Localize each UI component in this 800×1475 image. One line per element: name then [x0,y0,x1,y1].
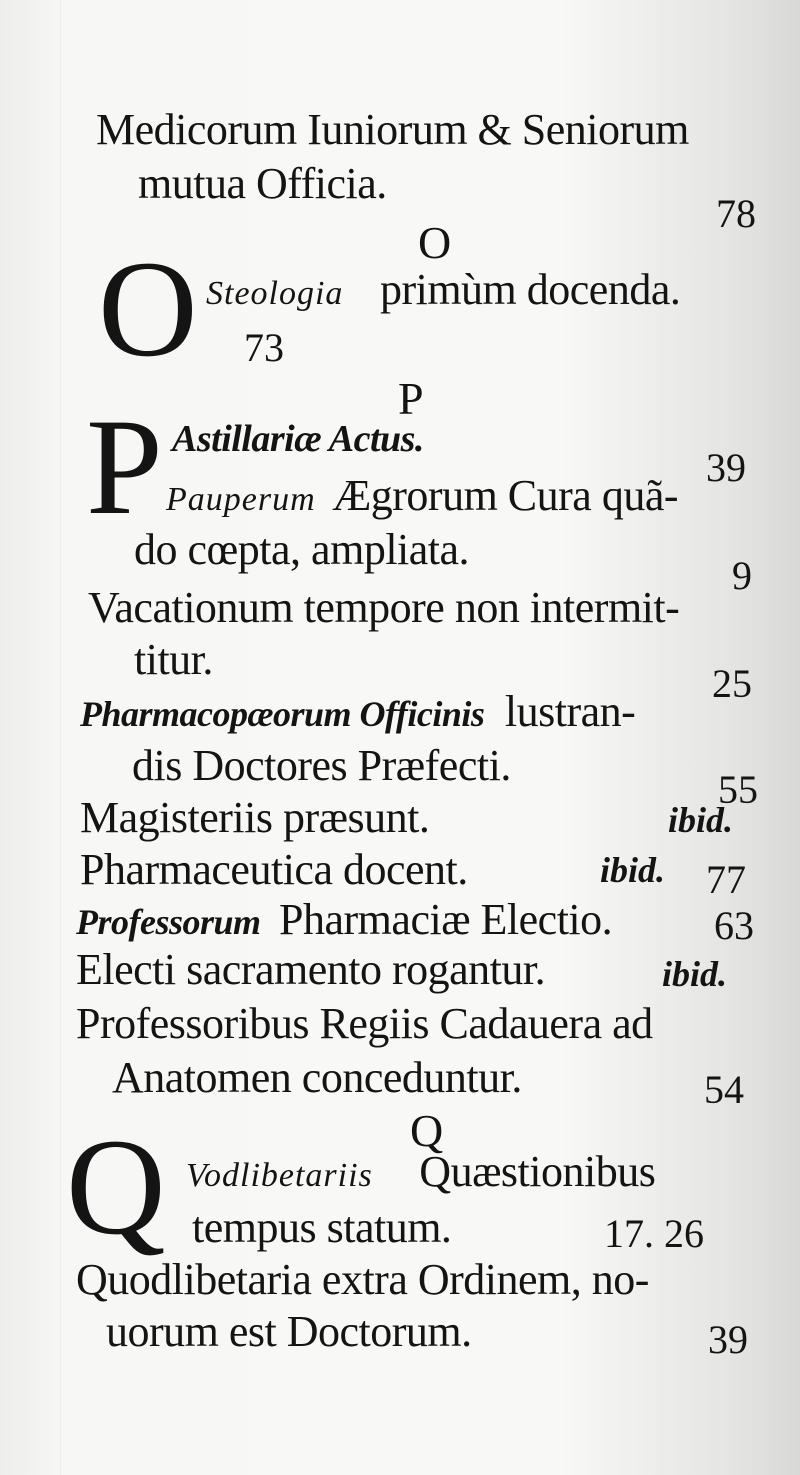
page-number: 39 [706,445,746,490]
drop-cap-o: O [98,232,198,385]
entry-professorum-italic: Professorum [76,902,261,942]
entry-pharmacopaeorum-line2: dis Doctores Præfecti. [132,741,511,790]
entry-vacationum-line1: Vacationum tempore non intermit- [88,583,680,632]
entry-pharmacopaeorum-italic: Pharmacopæorum Officinis [80,694,485,734]
page-number: 39 [708,1317,748,1362]
page-number: 55 [718,767,758,812]
entry-quodlibetaria-line2: uorum est Doctorum. [106,1307,472,1356]
entry-pauperum-rest: Ægrorum Cura quã- [332,471,679,520]
page-number: 63 [714,903,754,948]
entry-professoribus-line1: Professoribus Regiis Cadauera ad [76,999,653,1048]
entry-pharmacopaeorum-rest: lustran- [504,687,636,736]
entry-osteologia-italic: Steologia [206,275,344,312]
gutter-shadow [60,0,61,1475]
entry-professorum-rest: Pharmaciæ Electio. [279,895,613,944]
page-number: 9 [732,553,752,598]
entry-pauperum-italic: Pauperum [166,481,316,518]
page-number: 73 [244,325,284,370]
entry-osteologia-rest: primùm docenda. [379,265,681,314]
entry-quodlibetariis-italic: Vodlibetariis [186,1157,373,1194]
entry-medicorum-line1: Medicorum Iuniorum & Seniorum [96,105,689,154]
page-reference: ibid. [600,850,666,890]
page-reference: ibid. [668,800,734,840]
entry-magisteriis: Magisteriis præsunt. [80,793,430,842]
entry-pauperum-line2: do cœpta, ampliata. [134,525,470,574]
entry-professoribus-line2: Anatomen conceduntur. [112,1053,522,1102]
page-number: 78 [716,191,756,236]
page-number: 54 [704,1067,744,1112]
page-number: 17. 26 [604,1211,704,1256]
section-letter-p: P [398,373,424,424]
entry-quodlibetariis-rest: Quæstionibus [419,1147,656,1196]
section-letter-q: Q [410,1105,444,1156]
entry-medicorum-line2: mutua Officia. [138,159,387,208]
page-number: 77 [706,857,746,902]
page-number: 25 [712,661,752,706]
entry-quodlibetaria-line1: Quodlibetaria extra Ordinem, no- [76,1255,649,1304]
entry-pastillaria: Astillariæ Actus. [172,418,424,460]
drop-cap-q: Q [66,1110,166,1263]
entry-pharmaceutica: Pharmaceutica docent. [80,845,468,894]
entry-electi: Electi sacramento rogantur. [76,945,546,994]
drop-cap-p: P [86,390,163,543]
section-letter-o: O [418,217,452,268]
entry-vacationum-line2: titur. [134,635,213,684]
entry-quodlibetariis-line2: tempus statum. [192,1203,452,1252]
page-reference: ibid. [662,954,728,994]
